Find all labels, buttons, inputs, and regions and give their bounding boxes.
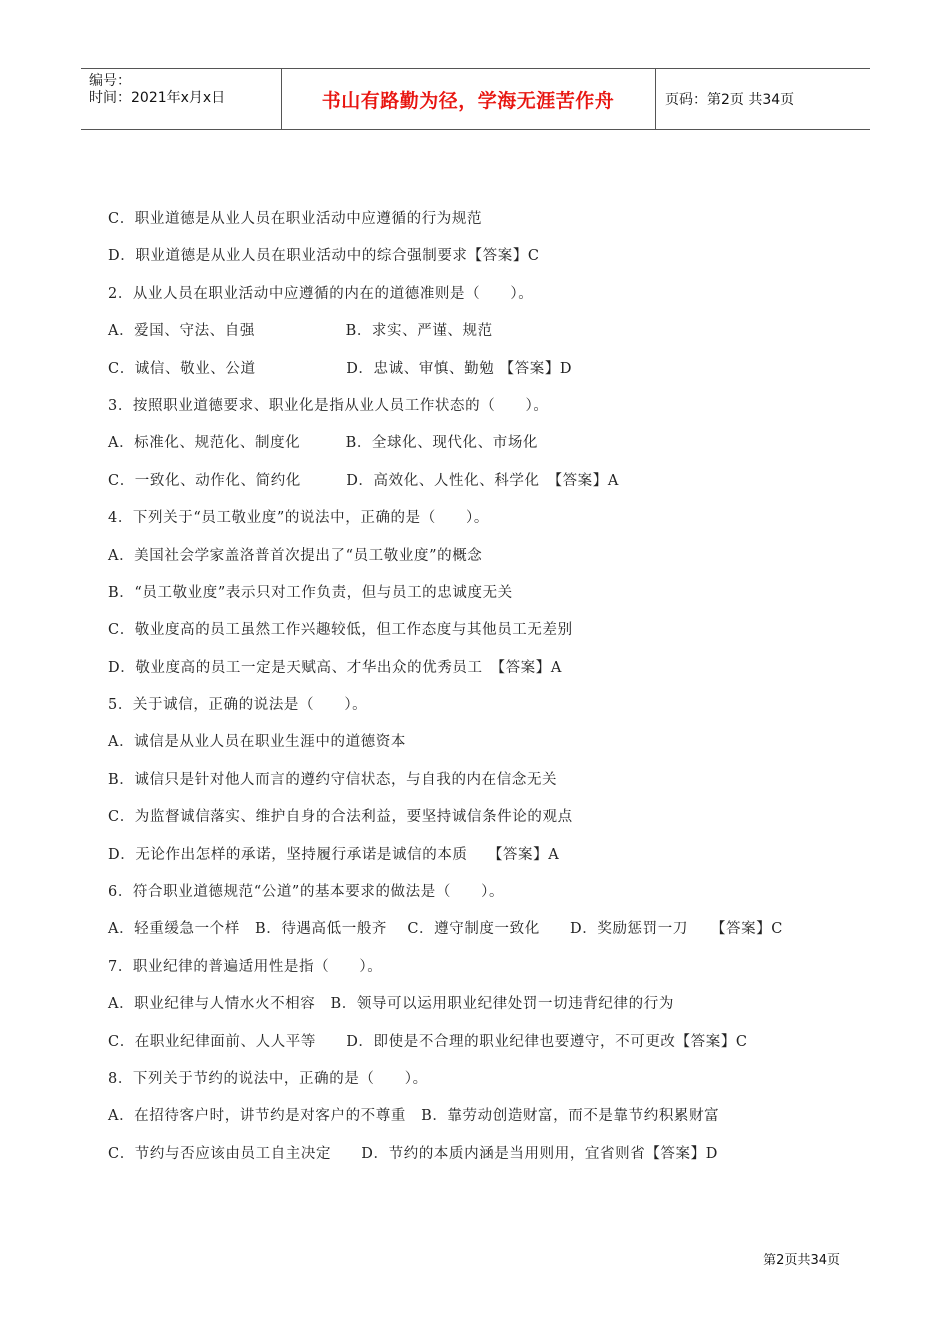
question-line: 2．从业人员在职业活动中应遵循的内在的道德准则是（ ）。 [108,285,534,302]
option-line: A．爱国、守法、自强 B．求实、严谨、规范 [108,323,493,340]
question-line: 8．下列关于节约的说法中，正确的是（ ）。 [108,1070,428,1087]
text-line: C．职业道德是从业人员在职业活动中应遵循的行为规范 [108,211,483,227]
header-divider [655,69,656,129]
option-line: A．职业纪律与人情水火不相容 B．领导可以运用职业纪律处罚一切违背纪律的行为 [108,996,674,1013]
option-line: C．在职业纪律面前、人人平等 D．即使是不合理的职业纪律也要遵守，不可更改【答案】C [108,1033,748,1050]
option-line: A．轻重缓急一个样 B．待遇高低一般齐 C．遵守制度一致化 D．奖励惩罚一刀 【答案】C [108,921,783,938]
option-line: C．节约与否应该由员工自主决定 D．节约的本质内涵是当用则用，宜省则省【答案】D [108,1145,718,1162]
option-line: A．标准化、规范化、制度化 B．全球化、现代化、市场化 [108,435,539,452]
text-line: D．职业道德是从业人员在职业活动中的综合强制要求【答案】C [108,248,540,265]
option-line: D．敬业度高的员工一定是天赋高、才华出众的优秀员工 【答案】A [108,659,562,676]
page-header [81,68,870,130]
document-date: 时间：2021年x月x日 [89,90,226,106]
question-line: 3．按照职业道德要求、职业化是指从业人员工作状态的（ ）。 [108,397,549,414]
option-line: A．在招待客户时，讲节约是对客户的不尊重 B．靠劳动创造财富，而不是靠节约积累财富 [108,1108,720,1125]
header-motto: 书山有路勤为径，学海无涯苦作舟 [321,89,615,112]
document-body [108,207,868,1179]
option-line: D．无论作出怎样的承诺，坚持履行承诺是诚信的本质 【答案】A [108,846,560,863]
option-line: C．为监督诚信落实、维护自身的合法利益，要坚持诚信条件论的观点 [108,809,573,826]
option-line: C．敬业度高的员工虽然工作兴趣较低，但工作态度与其他员工无差别 [108,622,573,639]
question-line: 4．下列关于“员工敬业度”的说法中，正确的是（ ）。 [108,510,489,527]
document-number-label: 编号： [89,73,131,89]
question-line: 5．关于诚信，正确的说法是（ ）。 [108,697,368,714]
option-line: C．一致化、动作化、简约化 D．高效化、人性化、科学化 【答案】A [108,472,619,489]
page-footer: 第2页共34页 [763,1253,840,1268]
question-line: 6．符合职业道德规范“公道”的基本要求的做法是（ ）。 [108,884,505,901]
option-line: B．诚信只是针对他人而言的遵约守信状态，与自我的内在信念无关 [108,771,558,788]
header-meta [89,73,279,107]
option-line: A．诚信是从业人员在职业生涯中的道德资本 [108,734,406,751]
option-line: B．“员工敬业度”表示只对工作负责，但与员工的忠诚度无关 [108,584,513,601]
option-line: C．诚信、敬业、公道 D．忠诚、审慎、勤勉 【答案】D [108,360,573,377]
option-line: A．美国社会学家盖洛普首次提出了“员工敬业度”的概念 [108,547,483,564]
question-line: 7．职业纪律的普遍适用性是指（ ）。 [108,958,383,975]
header-page-info: 页码：第2页 共34页 [665,92,795,108]
